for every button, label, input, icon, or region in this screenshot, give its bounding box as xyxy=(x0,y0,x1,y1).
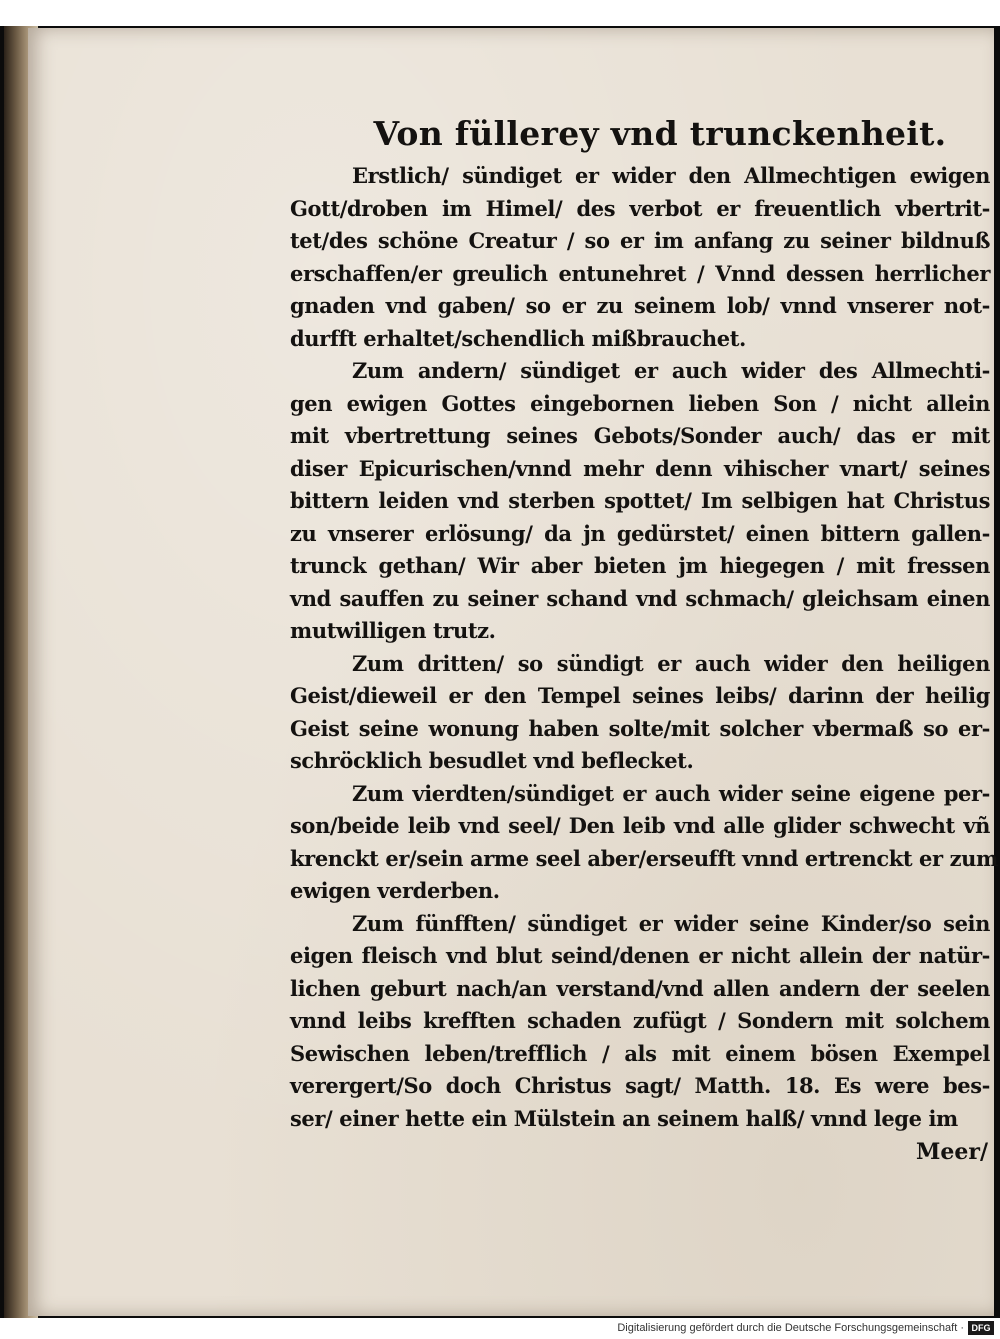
text-line: Gott/droben im Himel/ des verbot er freuentlich vbertrit- xyxy=(290,195,990,221)
text-line: Sewischen leben/trefflich / als mit einem bösen Exempel xyxy=(290,1040,990,1066)
text-line: Geist/dieweil er den Tempel seines leibs/ darinn der heilig xyxy=(290,683,990,708)
text-line: zu vnserer erlösung/ da jn gedürstet/ einen bittern gallen- xyxy=(290,520,990,546)
paragraph xyxy=(290,908,990,1136)
text-line: Geist seine wonung haben solte/mit solcher vbermaß so er- xyxy=(290,715,990,741)
text-line: Zum dritten/ so sündigt er auch wider den heiligen xyxy=(352,650,990,676)
text-line: Zum vierdten/sündiget er auch wider seine eigene per- xyxy=(352,780,990,806)
text-line: gen ewigen Gottes eingebornen lieben Son / nicht allein xyxy=(290,390,990,416)
text-line: vnnd leibs krefften schaden zufügt / Sondern mit solchem xyxy=(290,1008,990,1033)
text-line: krenckt er/sein arme seel aber/erseufft vnnd ertrenckt er zum xyxy=(290,845,998,871)
text-line: durfft erhaltet/schendlich mißbrauchet. xyxy=(290,325,746,351)
page-heading: Von füllerey vnd trunckenheit. xyxy=(373,114,947,153)
paragraph xyxy=(290,160,990,355)
text-line: eigen fleisch vnd blut seind/denen er nicht allein der natür- xyxy=(290,943,990,968)
paragraph xyxy=(290,778,998,908)
text-line: vnd sauffen zu seiner schand vnd schmach/ gleichsam einen xyxy=(290,585,990,611)
text-line: mit vbertrettung seines Gebots/Sonder auch/ das er mit xyxy=(290,423,990,448)
catchword: Meer/ xyxy=(916,1139,988,1165)
footer-bar xyxy=(0,1318,1000,1339)
paragraph xyxy=(290,355,990,648)
text-line: bittern leiden vnd sterben spottet/ Im selbigen hat Christus xyxy=(290,488,990,513)
text-block xyxy=(290,108,998,1169)
dfg-logo: DFG xyxy=(968,1321,994,1335)
text-line: lichen geburt nach/an verstand/vnd allen andern der seelen xyxy=(290,975,990,1001)
book-page xyxy=(28,28,998,1316)
text-line: trunck gethan/ Wir aber bieten jm hiegegen / mit fressen xyxy=(290,553,990,578)
paragraphs xyxy=(290,160,998,1135)
text-line: diser Epicurischen/vnnd mehr denn vihischer vnart/ seines xyxy=(290,455,990,481)
text-line: son/beide leib vnd seel/ Den leib vnd alle glider schwecht vñ xyxy=(290,813,990,838)
text-line: ser/ einer hette ein Mülstein an seinem halß/ vnnd lege im xyxy=(290,1105,958,1131)
text-line: tet/des schöne Creatur / so er im anfang zu seiner bildnuß xyxy=(290,228,990,253)
text-line: gnaden vnd gaben/ so er zu seinem lob/ vnnd vnserer not- xyxy=(290,293,990,318)
text-line: Zum andern/ sündiget er auch wider des Allmechti- xyxy=(352,358,990,383)
text-line: mutwilligen trutz. xyxy=(290,618,496,643)
text-line: verergert/So doch Christus sagt/ Matth. 18. Es were bes- xyxy=(290,1073,990,1098)
footer-credit: Digitalisierung gefördert durch die Deutsche Forschungsgemeinschaft · xyxy=(617,1322,964,1334)
text-line: schröcklich besudlet vnd beflecket. xyxy=(290,748,694,773)
text-line: erschaffen/er greulich entunehret / Vnnd dessen herrlicher xyxy=(290,260,990,286)
text-line: ewigen verderben. xyxy=(290,878,500,903)
paragraph xyxy=(290,648,990,778)
text-line: Erstlich/ sündiget er wider den Allmechtigen ewigen xyxy=(352,163,990,188)
text-line: Zum fünfften/ sündiget er wider seine Kinder/so sein xyxy=(352,910,990,936)
